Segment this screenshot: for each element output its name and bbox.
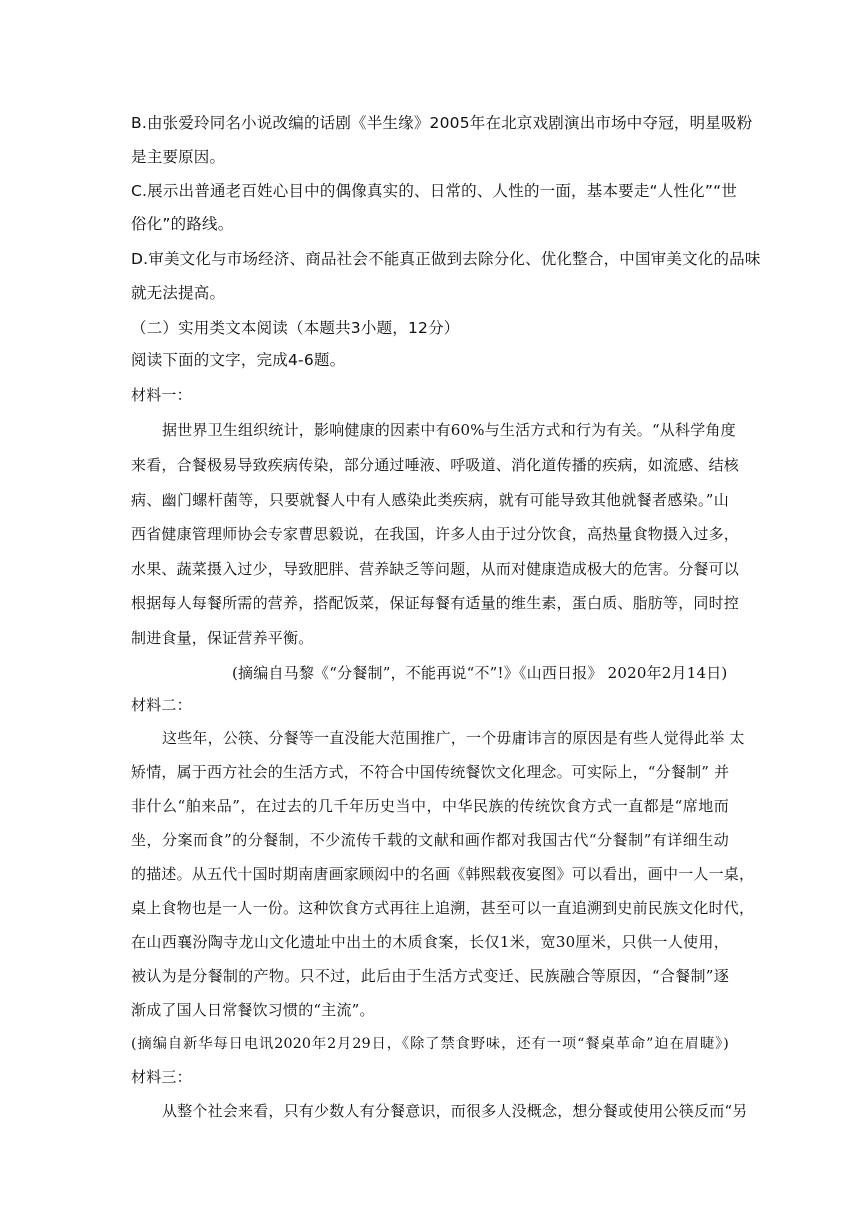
instruction: 阅读下面的文字，完成4-6题。	[131, 351, 346, 369]
material-2-line: 被认为是分餐制的产物。只不过，此后由于生活方式变迁、民族融合等原因，“合餐制”逐	[131, 967, 729, 985]
option-b-line-1: B.由张爱玲同名小说改编的话剧《半生缘》2005年在北京戏剧演出市场中夺冠，明星吸粉	[131, 114, 753, 132]
material-2-line: 矫情，属于西方社会的生活方式，不符合中国传统餐饮文化理念。可实际上，“分餐制” 并	[131, 763, 730, 781]
option-d-line-2: 就无法提高。	[131, 284, 226, 302]
material-1-line: 根据每人每餐所需的营养，搭配饭菜，保证每餐有适量的维生素，蛋白质、脂肪等，同时控	[131, 594, 740, 612]
option-b-line-2: 是主要原因。	[131, 148, 226, 166]
material-1-line: 来看，合餐极易导致疾病传染，部分通过唾液、呼吸道、消化道传播的疾病，如流感、结核	[131, 456, 740, 474]
material-3-line: 从整个社会来看，只有少数人有分餐意识，而很多人没概念，想分餐或使用公筷反而“另	[162, 1102, 748, 1120]
material-2-label: 材料二：	[131, 696, 192, 714]
material-2-line: 渐成了国人日常餐饮习惯的“主流”。	[131, 1001, 375, 1019]
material-1-line: 水果、蔬菜摄入过少，导致肥胖、营养缺乏等问题，从而对健康造成极大的危害。分餐可以	[131, 560, 740, 578]
material-2-source: (摘编自新华每日电讯2020年2月29日，《除了禁食野味，还有一项“餐桌革命”迫在眉睫》)	[131, 1036, 729, 1052]
option-c-line-1: C.展示出普通老百姓心目中的偶像真实的、日常的、人性的一面，基本要走“人性化”“世	[131, 182, 738, 200]
material-2-line: 非什么“舶来品”，在过去的几千年历史当中，中华民族的传统饮食方式一直都是“席地而	[131, 797, 729, 815]
material-2-line: 这些年，公筷、分餐等一直没能大范围推广，一个毋庸讳言的原因是有些人觉得此举 太	[162, 729, 745, 747]
option-c-line-2: 俗化”的路线。	[131, 215, 234, 233]
material-1-label: 材料一：	[131, 386, 192, 404]
material-1-line: 制进食量，保证营养平衡。	[131, 629, 314, 647]
material-1-source: (摘编自马黎《“分餐制”，不能再说“不”!》《山西日报》 2020年2月14日)	[232, 664, 728, 682]
material-1-line: 病、幽门螺杆菌等，只要就餐人中有人感染此类疾病，就有可能导致其他就餐者感染。”山	[131, 491, 729, 509]
material-2-line: 坐，分案而食”的分餐制，不少流传千载的文献和画作都对我国古代“分餐制”有详细生动	[131, 831, 729, 849]
material-2-line: 的描述。从五代十国时期南唐画家顾闳中的名画《韩熙载夜宴图》可以看出，画中一人一桌，	[131, 865, 755, 883]
material-2-line: 桌上食物也是一人一份。这种饮食方式再往上追溯，甚至可以一直追溯到史前民族文化时代，	[131, 899, 755, 917]
material-2-line: 在山西襄汾陶寺龙山文化遗址中出土的木质食案，长仅1米，宽30厘米，只供一人使用，	[131, 933, 729, 951]
material-1-line: 据世界卫生组织统计，影响健康的因素中有60%与生活方式和行为有关。“从科学角度	[162, 421, 736, 439]
option-d-line-1: D.审美文化与市场经济、商品社会不能真正做到去除分化、优化整合，中国审美文化的品味	[131, 250, 761, 268]
section-title: （二）实用类文本阅读（本题共3小题，12分）	[131, 319, 460, 337]
material-3-label: 材料三：	[131, 1068, 192, 1086]
material-1-line: 西省健康管理师协会专家曹思毅说，在我国，许多人由于过分饮食，高热量食物摄入过多，	[131, 525, 740, 543]
